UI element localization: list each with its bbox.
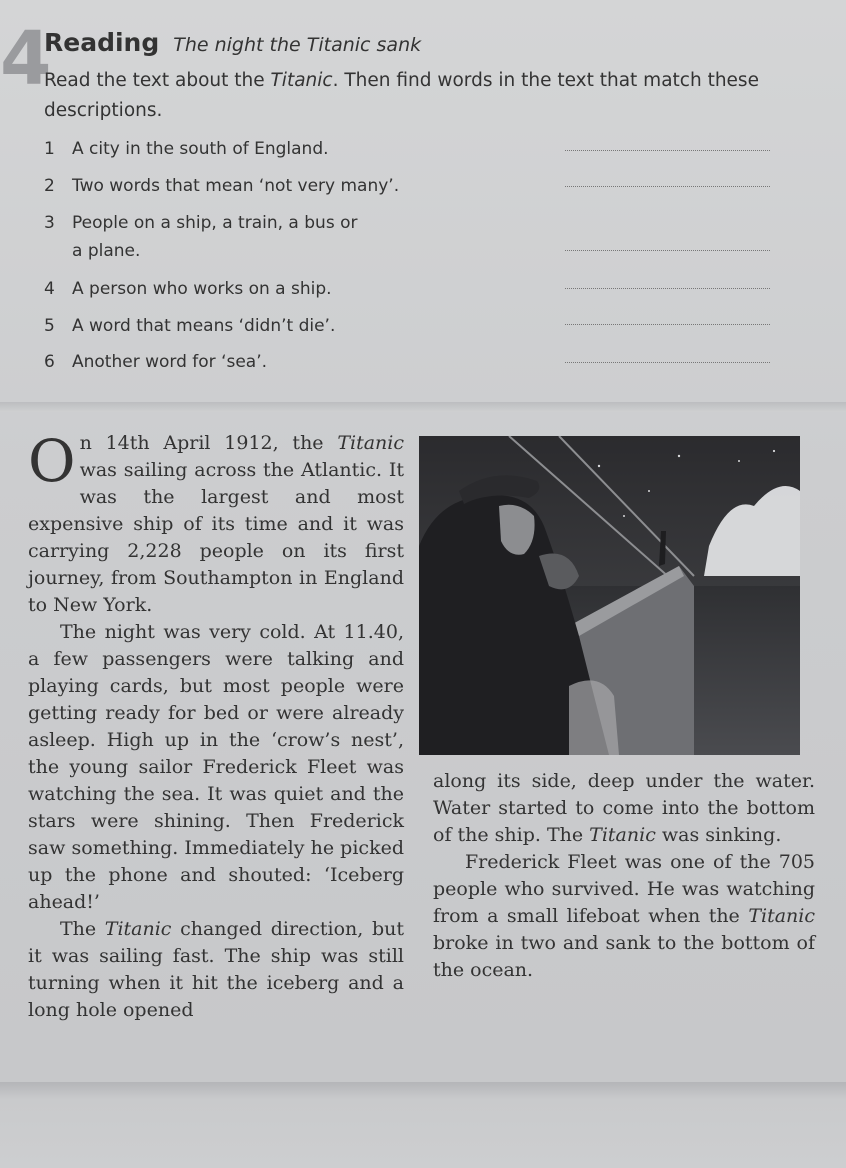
heading-title: The night the Titanic sank	[173, 34, 422, 56]
question-text: A city in the south of England.	[72, 139, 329, 159]
answer-line[interactable]	[565, 362, 770, 363]
question-text: a plane.	[72, 241, 141, 261]
paragraph-text: along its side, deep under the water. Water started to come into the bottom of the ship. The	[433, 770, 815, 846]
question-text: A person who works on a ship.	[72, 279, 332, 299]
article-paragraph	[28, 916, 404, 1024]
paragraph-text: broke in two and sank to the bottom of the ocean.	[433, 932, 815, 981]
question-item	[44, 171, 399, 201]
question-item	[44, 347, 267, 377]
question-text: People on a ship, a train, a bus or	[72, 213, 358, 233]
exercise-number: 4	[0, 16, 52, 102]
paragraph-text: was sinking.	[655, 824, 782, 846]
question-number: 3	[44, 213, 55, 233]
article-column-right	[433, 768, 815, 984]
instructions-text-end: . Then find words in the text that match these descriptions.	[44, 70, 759, 121]
article-paragraph-continued	[433, 768, 815, 849]
question-number: 4	[44, 279, 55, 299]
ship-name: Titanic	[337, 432, 404, 454]
page-bottom-edge	[0, 1082, 846, 1168]
question-item-continued	[44, 236, 140, 266]
paragraph-text: changed direction, but it was sailing fast. The ship was still turning when it hit the iceberg and a long hole opened	[28, 918, 404, 1021]
article-paragraph	[28, 427, 404, 619]
question-item	[44, 274, 332, 304]
article-paragraph	[433, 849, 815, 984]
paragraph-text: The	[60, 918, 105, 940]
ship-name: Titanic	[748, 905, 815, 927]
ship-name: Titanic	[104, 918, 172, 940]
paragraph-text: was sailing across the Atlantic. It was the largest and most expensive ship of its time and it was carrying 2,228 people on its first journey, from Southampton in England to New York.	[28, 459, 404, 616]
question-item	[44, 134, 329, 164]
answer-line[interactable]	[565, 186, 770, 187]
question-text: A word that means ‘didn’t die’.	[72, 316, 336, 336]
section-heading	[44, 28, 421, 57]
question-item	[44, 208, 357, 238]
paragraph-text: Frederick Fleet was one of the 705 people who survived. He was watching from a small lifeboat when the	[433, 851, 815, 927]
question-number: 1	[44, 139, 55, 159]
instructions	[44, 66, 814, 126]
ship-name: Titanic	[589, 824, 656, 846]
instructions-ship-name: Titanic	[270, 70, 333, 91]
answer-line[interactable]	[565, 324, 770, 325]
question-number: 5	[44, 316, 55, 336]
section-divider	[0, 402, 846, 412]
question-text: Two words that mean ‘not very many’.	[72, 176, 400, 196]
question-number: 2	[44, 176, 55, 196]
titanic-illustration	[419, 436, 800, 755]
paragraph-text: n 14th April 1912, the	[79, 432, 338, 454]
question-item	[44, 311, 335, 341]
article-column-left	[28, 427, 404, 1024]
heading-word: Reading	[44, 28, 160, 57]
drop-cap: O	[28, 427, 76, 495]
question-text: Another word for ‘sea’.	[72, 352, 268, 372]
answer-line[interactable]	[565, 288, 770, 289]
answer-line[interactable]	[565, 250, 770, 251]
instructions-text-start: Read the text about the	[44, 70, 271, 91]
answer-line[interactable]	[565, 150, 770, 151]
question-number: 6	[44, 352, 55, 372]
article-paragraph: The night was very cold. At 11.40, a few passengers were talking and playing cards, but most people were getting ready for bed or were already asleep. High up in the ‘crow’s nest’, the young sailor Frederick Fleet was watching the sea. It was quiet and the stars were shining. Then Frederick saw something. Immediately he picked up the phone and shouted: ‘Iceberg ahead!’	[28, 621, 404, 913]
